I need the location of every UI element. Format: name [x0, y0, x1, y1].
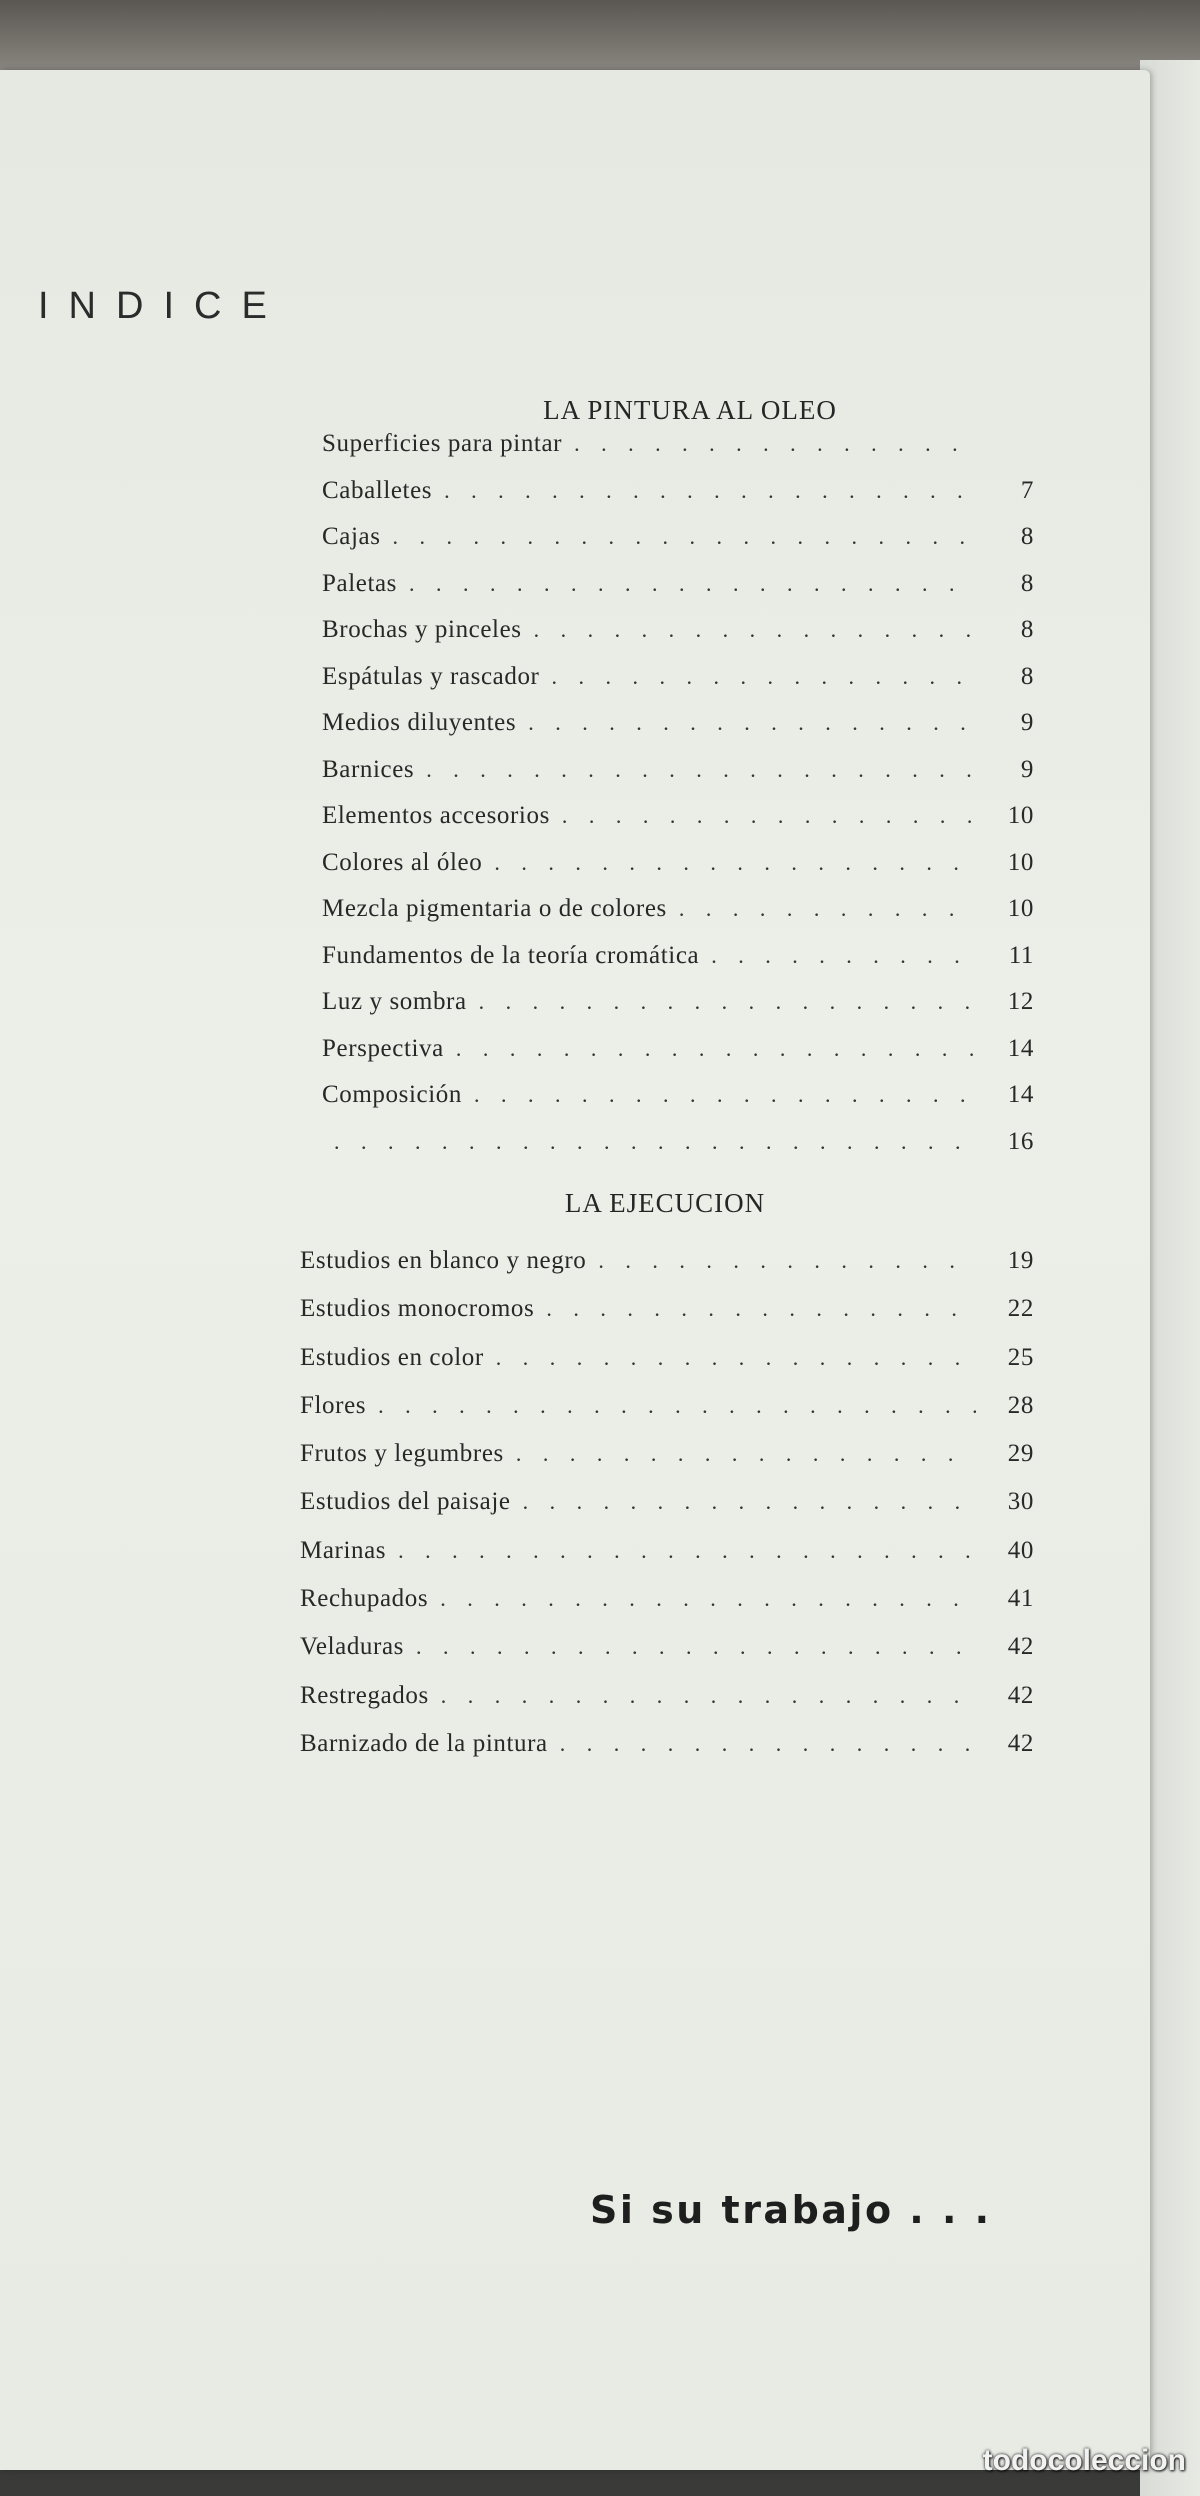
toc-entry-page: 8 [1020, 616, 1034, 643]
toc-entry-label: Medios diluyentes [322, 709, 517, 736]
toc-entry-page: 10 [1007, 802, 1034, 829]
toc-dot-leader [560, 1731, 976, 1757]
toc-entry [300, 1682, 1034, 1730]
toc-entry-label: Restregados [300, 1681, 429, 1709]
toc-entry-page: 28 [1007, 1391, 1034, 1419]
toc-entry-label: Barnizado de la pintura [300, 1729, 548, 1757]
toc-entry-page: 19 [1007, 1247, 1034, 1274]
toc-entry-label: Perspectiva [322, 1034, 444, 1062]
toc-dot-leader [456, 1036, 976, 1062]
toc-entry [322, 430, 1034, 477]
toc-entry-label: Caballetes [322, 476, 433, 504]
index-title: INDICE [38, 285, 287, 327]
toc-dot-leader [528, 710, 976, 736]
toc-entry [300, 1730, 1034, 1778]
toc-entry [300, 1488, 1034, 1536]
toc-entry-label: Marinas [300, 1536, 387, 1564]
toc-entry-page: 30 [1007, 1488, 1034, 1516]
watermark-logo: todocoleccion [982, 2444, 1186, 2477]
toc-entry-page: 10 [1007, 895, 1034, 922]
toc-dot-leader [679, 896, 976, 922]
toc-entry-label: Estudios monocromos [300, 1295, 535, 1323]
toc-entry-page: 40 [1007, 1536, 1034, 1564]
toc-entry [322, 802, 1034, 849]
toc-entry-label: Superficies para pintar [322, 430, 563, 457]
toc-entry [322, 570, 1034, 617]
toc-entry-label: Elementos accesorios [322, 802, 550, 829]
toc-dot-leader [409, 571, 976, 597]
toc-entry-label: Brochas y pinceles [322, 616, 522, 643]
toc-dot-leader [426, 757, 976, 783]
toc-entry-page: 8 [1020, 662, 1034, 690]
toc-entry [300, 1440, 1034, 1488]
toc-entry [322, 1035, 1034, 1082]
toc-dot-leader [479, 989, 976, 1015]
toc-entry-page: 22 [1007, 1295, 1034, 1323]
section-heading-ejecucion: LA EJECUCION [564, 1188, 766, 1218]
toc-entry-page: 12 [1007, 988, 1034, 1015]
toc-entry [322, 709, 1034, 756]
toc-entry [322, 523, 1034, 570]
toc-dot-leader [440, 1586, 976, 1612]
toc-entry [322, 477, 1034, 524]
toc-entry-label: Estudios del paisaje [300, 1488, 511, 1516]
toc-list-oleo [322, 430, 1034, 1174]
toc-dot-leader [574, 431, 976, 457]
toc-entry [300, 1537, 1034, 1585]
toc-entry-page: 42 [1007, 1729, 1034, 1757]
toc-dot-leader [393, 524, 976, 550]
toc-entry-page: 9 [1020, 709, 1034, 736]
toc-entry-page: 9 [1020, 755, 1034, 783]
toc-dot-leader [546, 1296, 976, 1322]
toc-dot-leader [334, 1129, 976, 1155]
toc-entry [322, 663, 1034, 710]
toc-dot-leader [516, 1441, 976, 1467]
toc-dot-leader [378, 1393, 976, 1419]
toc-dot-leader [496, 1345, 976, 1371]
toc-entry-page: 25 [1007, 1343, 1034, 1371]
toc-entry-page: 11 [1008, 941, 1034, 969]
toc-dot-leader [416, 1634, 976, 1660]
toc-entry-page: 16 [1007, 1127, 1034, 1155]
toc-dot-leader [534, 617, 976, 643]
toc-entry [322, 616, 1034, 663]
toc-entry-label: Espátulas y rascador [322, 662, 540, 690]
toc-entry-page: 14 [1007, 1081, 1034, 1108]
toc-entry-page: 8 [1020, 523, 1034, 550]
toc-entry [322, 988, 1034, 1035]
toc-entry-page: 42 [1007, 1633, 1034, 1661]
toc-entry-label: Rechupados [300, 1585, 429, 1613]
toc-entry [300, 1633, 1034, 1681]
toc-entry-page: 14 [1007, 1034, 1034, 1062]
toc-dot-leader [398, 1538, 976, 1564]
toc-entry [300, 1392, 1034, 1440]
toc-entry-page: 41 [1007, 1585, 1034, 1613]
toc-entry-page: 29 [1007, 1440, 1034, 1468]
toc-entry-label: Cajas [322, 523, 381, 550]
toc-entry [322, 895, 1034, 942]
toc-entry-label: Flores [300, 1391, 367, 1419]
toc-dot-leader [494, 850, 976, 876]
toc-entry-page: 7 [1020, 476, 1034, 504]
toc-entry [322, 1128, 1034, 1175]
toc-entry-label: Estudios en blanco y negro [300, 1247, 587, 1274]
toc-list-ejecucion [300, 1247, 1034, 1778]
toc-dot-leader [441, 1683, 976, 1709]
toc-dot-leader [444, 478, 976, 504]
toc-entry-label: Estudios en color [300, 1343, 484, 1371]
toc-entry [300, 1247, 1034, 1295]
toc-dot-leader [523, 1489, 976, 1515]
toc-entry-label: Mezcla pigmentaria o de colores [322, 895, 667, 922]
toc-entry-label: Colores al óleo [322, 848, 483, 876]
background-table-top [0, 0, 1200, 80]
toc-dot-leader [598, 1248, 976, 1274]
toc-entry [322, 849, 1034, 896]
toc-dot-leader [711, 943, 976, 969]
toc-entry [300, 1295, 1034, 1343]
toc-entry [322, 756, 1034, 803]
toc-entry [322, 942, 1034, 989]
toc-entry [322, 1081, 1034, 1128]
toc-entry [300, 1585, 1034, 1633]
toc-dot-leader [562, 803, 976, 829]
toc-entry [300, 1344, 1034, 1392]
toc-dot-leader [474, 1082, 976, 1108]
toc-entry-page: 42 [1007, 1681, 1034, 1709]
toc-entry-label: Fundamentos de la teoría cromática [322, 941, 700, 969]
toc-entry-label: Veladuras [300, 1633, 404, 1661]
toc-entry-label: Barnices [322, 755, 415, 783]
toc-entry-label: Paletas [322, 569, 398, 597]
toc-entry-label: Frutos y legumbres [300, 1440, 504, 1468]
toc-entry-page: 8 [1020, 569, 1034, 597]
toc-dot-leader [551, 664, 976, 690]
toc-entry-label: Luz y sombra [322, 988, 467, 1015]
toc-entry-label: Composición [322, 1081, 462, 1108]
toc-entry-page: 10 [1007, 848, 1034, 876]
section-heading-oleo: LA PINTURA AL OLEO [543, 395, 837, 425]
footer-teaser: Si su trabajo . . . [590, 2188, 992, 2232]
